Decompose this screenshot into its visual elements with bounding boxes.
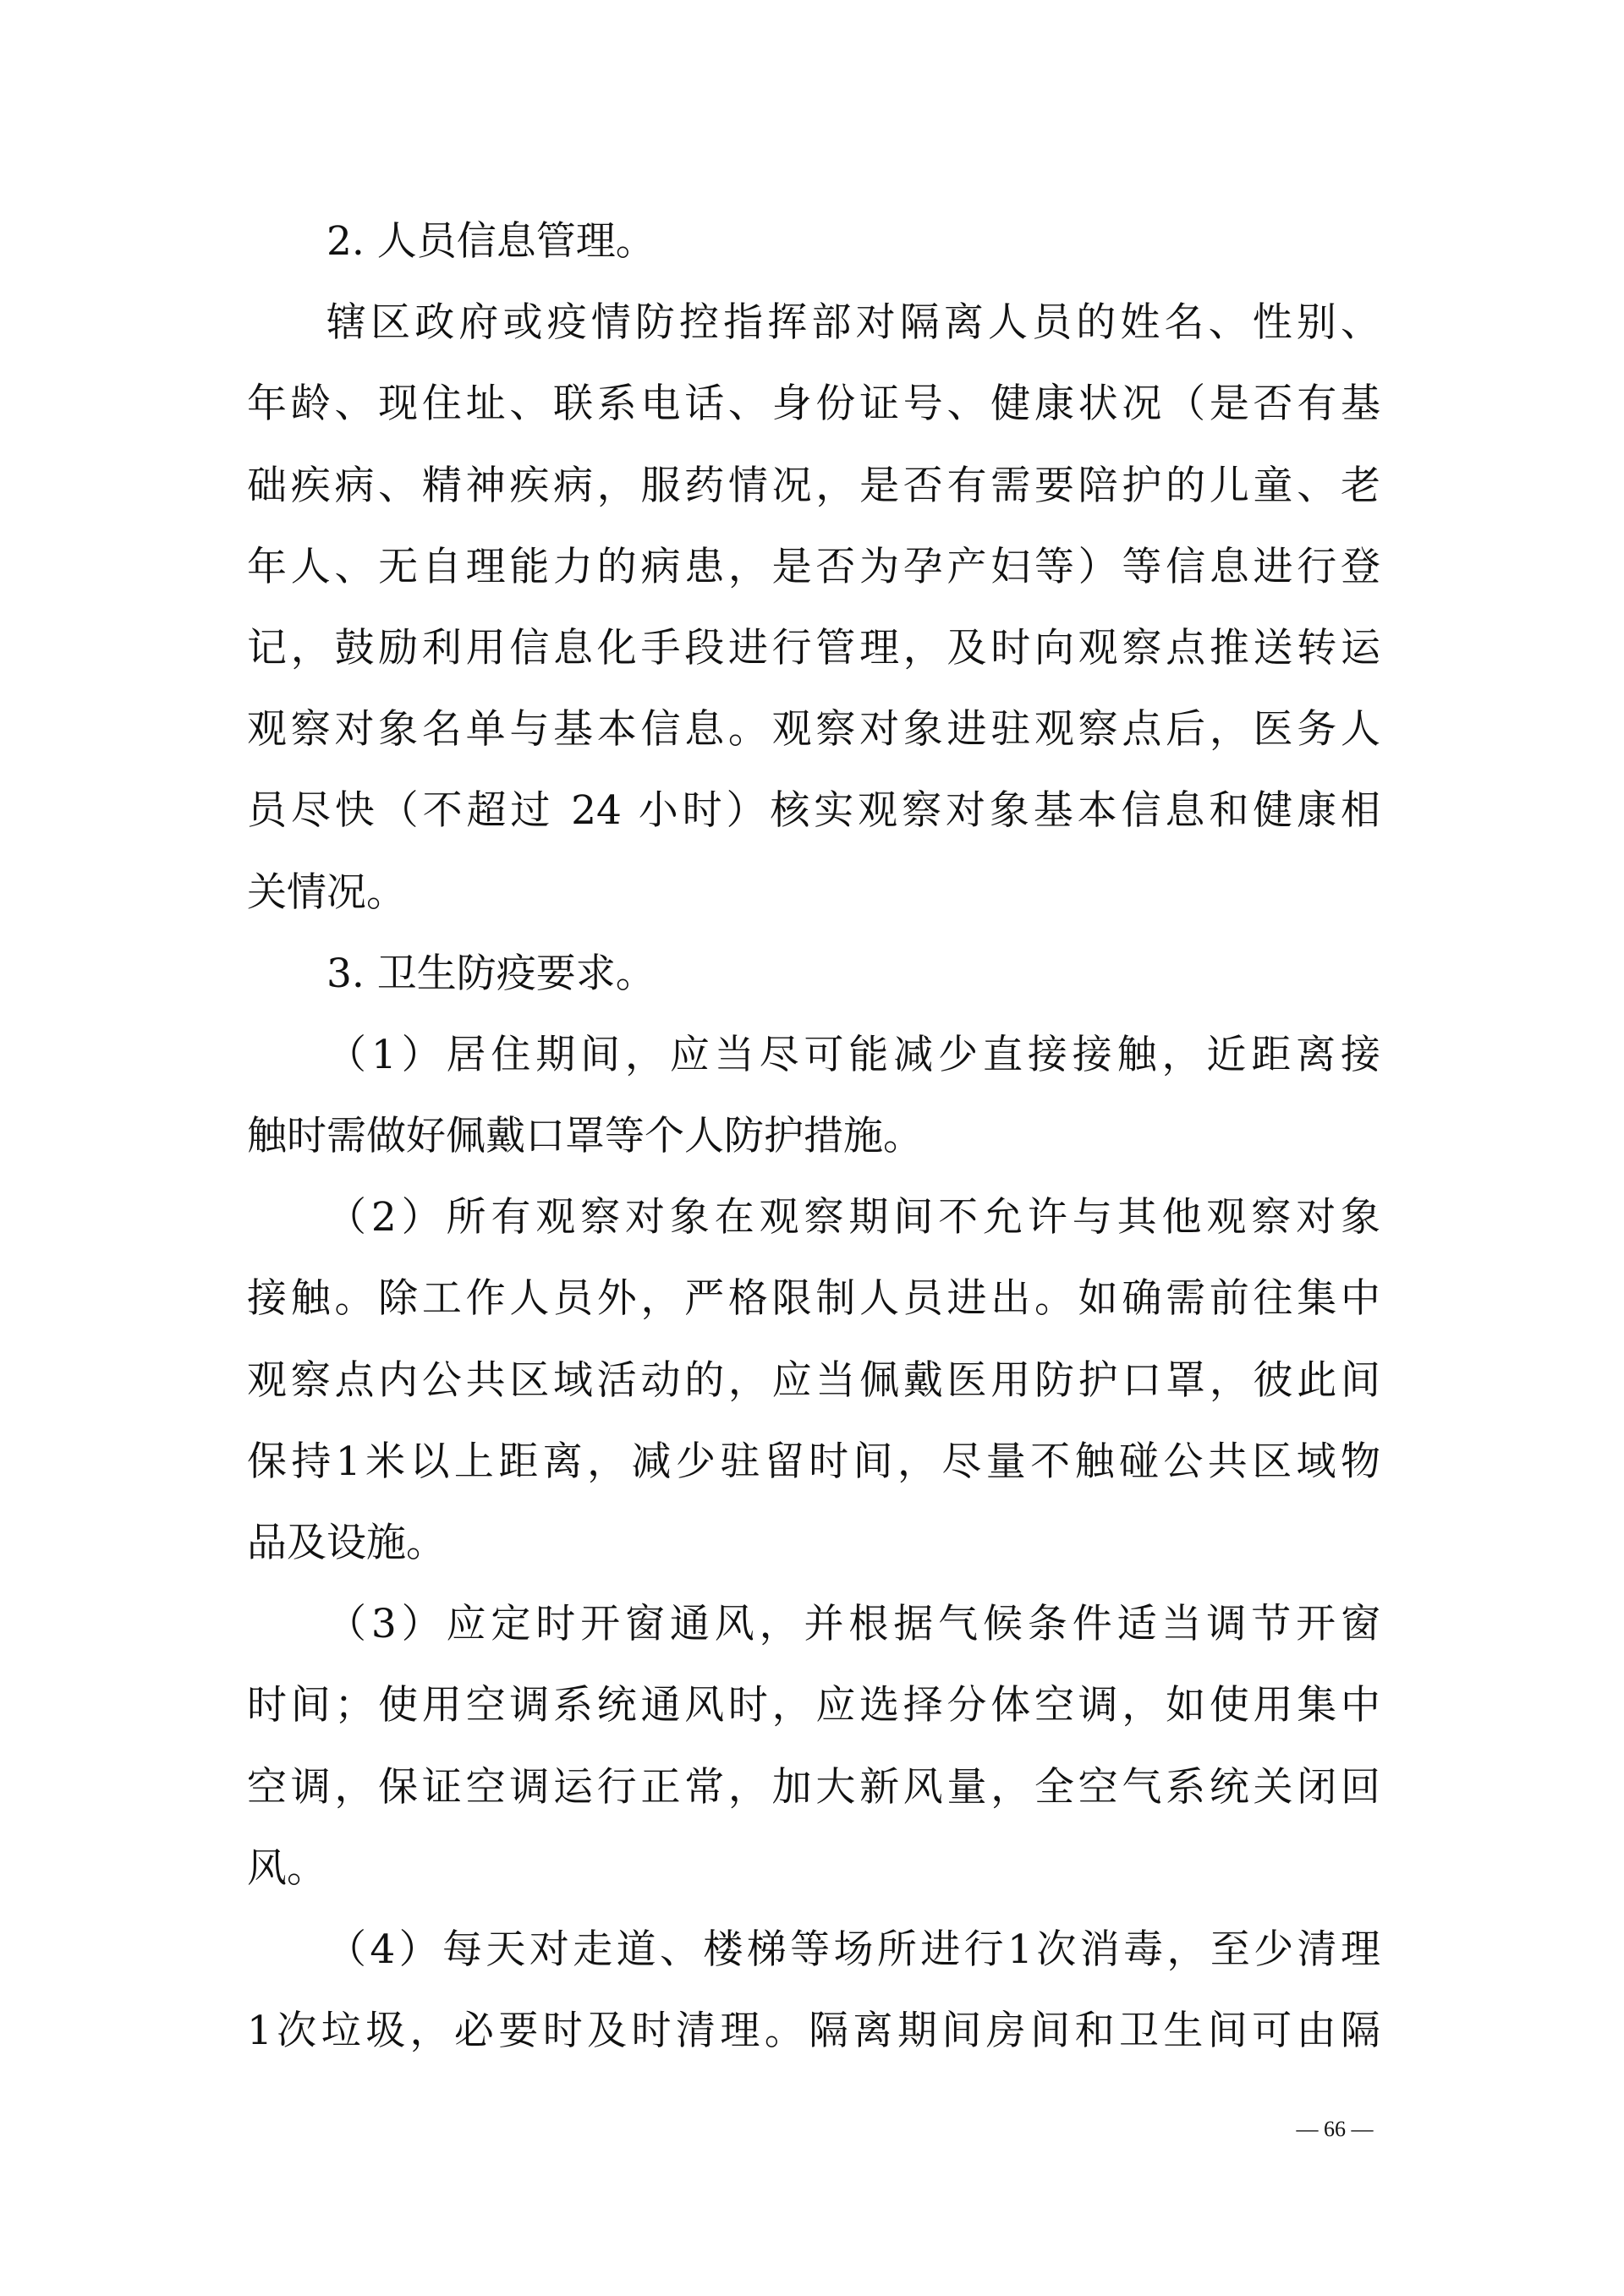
paragraph-line: 关情况。 (247, 869, 406, 916)
paragraph-line: 记，鼓励利用信息化手段进行管理，及时向观察点推送转运 (247, 624, 1380, 671)
paragraph-line: 保持1米以上距离，减少驻留时间，尽量不触碰公共区域物 (247, 1438, 1380, 1485)
section-heading-personnel-info: 2. 人员信息管理。 (326, 218, 656, 265)
paragraph-line: 接触。除工作人员外，严格限制人员进出。如确需前往集中 (247, 1275, 1380, 1323)
paragraph-line: （4）每天对走道、楼梯等场所进行1次消毒，至少清理 (326, 1926, 1380, 1973)
paragraph-line: （1）居住期间，应当尽可能减少直接接触，近距离接 (326, 1031, 1380, 1078)
paragraph-line: 风。 (247, 1844, 326, 1892)
paragraph-line: （2）所有观察对象在观察期间不允许与其他观察对象 (326, 1194, 1380, 1241)
paragraph-line: 年龄、现住址、联系电话、身份证号、健康状况（是否有基 (247, 381, 1380, 428)
paragraph-line: 础疾病、精神疾病，服药情况，是否有需要陪护的儿童、老 (247, 462, 1380, 509)
paragraph-line: 员尽快（不超过 24 小时）核实观察对象基本信息和健康相 (247, 787, 1380, 835)
paragraph-line: 辖区政府或疫情防控指挥部对隔离人员的姓名、性别、 (326, 299, 1380, 347)
page-number: — 66 — (1296, 2117, 1374, 2141)
paragraph-line: 空调，保证空调运行正常，加大新风量，全空气系统关闭回 (247, 1763, 1380, 1811)
paragraph-line: 品及设施。 (247, 1520, 446, 1566)
paragraph-line: 时间；使用空调系统通风时，应选择分体空调，如使用集中 (247, 1682, 1380, 1729)
paragraph-line: 1次垃圾，必要时及时清理。隔离期间房间和卫生间可由隔 (247, 2008, 1380, 2055)
section-heading-hygiene: 3. 卫生防疫要求。 (326, 950, 656, 997)
document-body (247, 201, 1380, 2072)
paragraph-line: 观察对象名单与基本信息。观察对象进驻观察点后，医务人 (247, 706, 1380, 753)
paragraph-line: （3）应定时开窗通风，并根据气候条件适当调节开窗 (326, 1601, 1380, 1648)
paragraph-line: 观察点内公共区域活动的，应当佩戴医用防护口罩，彼此间 (247, 1356, 1380, 1404)
paragraph-line: 触时需做好佩戴口罩等个人防护措施。 (247, 1113, 923, 1160)
paragraph-line: 年人、无自理能力的病患，是否为孕产妇等）等信息进行登 (247, 543, 1380, 590)
